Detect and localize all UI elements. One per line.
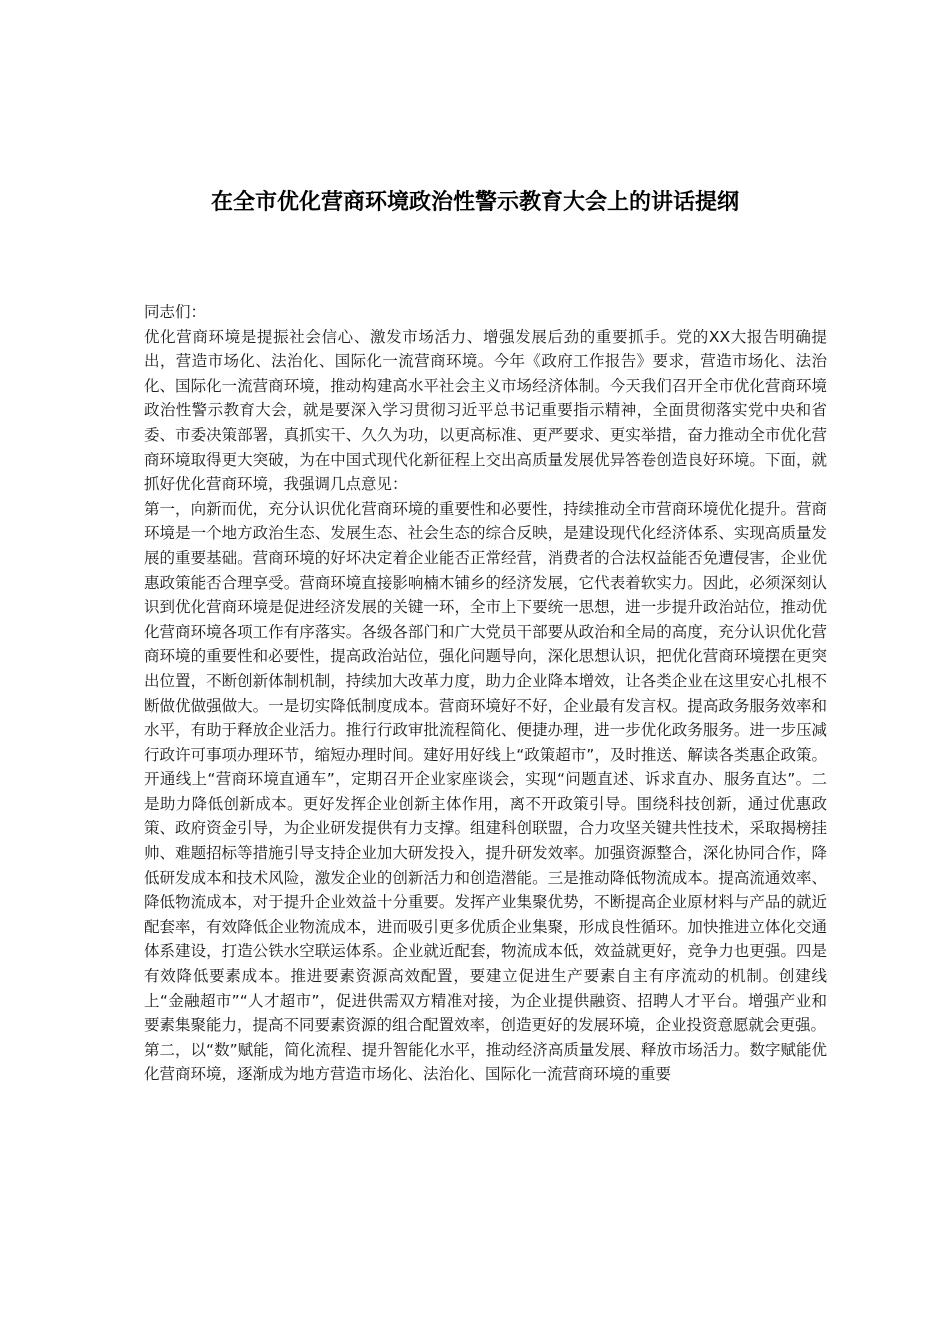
paragraph-first-point: 第一，向新而优，充分认识优化营商环境的重要性和必要性，持续推动全市营商环境优化提升。营商环境是一个地方政治生态、发展生态、社会生态的综合反映，是建设现代化经济体系、实现高质量发展的重要基础。营商环境的好坏决定着企业能否正常经营，消费者的合法权益能否免遭侵害，企业优惠政策能否合理享受。营商环境直接影响楠木铺乡的经济发展，它代表着软实力。因此，必须深刻认识到优化营商环境是促进经济发展的关键一环，全市上下要统一思想，进一步提升政治站位，推动优化营商环境各项工作有序落实。各级各部门和广大党员干部要从政治和全局的高度，充分认识优化营商环境的重要性和必要性，提高政治站位，强化问题导向，深化思想认识，把优化营商环境摆在更突出位置，不断创新体制机制，持续加大改革力度，助力企业降本增效，让各类企业在这里安心扎根不断做优做强做大。一是切实降低制度成本。营商环境好不好，企业最有发言权。提高政务服务效率和水平，有助于释放企业活力。推行行政审批流程简化、便捷办理，进一步优化政务服务。进一步压减行政许可事项办理环节，缩短办理时间。建好用好线上“政策超市”，及时推送、解读各类惠企政策。开通线上“营商环境直通车”，定期召开企业家座谈会，实现“问题直述、诉求直办、服务直达”。二是助力降低创新成本。更好发挥企业创新主体作用，离不开政策引导。围绕科技创新，通过优惠政策、政府资金引导，为企业研发提供有力支撑。组建科创联盟，合力攻坚关键共性技术，采取揭榜挂帅、难题招标等措施引导支持企业加大研发投入，提升研发效率。加强资源整合，深化协同合作，降低研发成本和技术风险，激发企业的创新活力和创造潜能。三是推动降低物流成本。提高流通效率、降低物流成本，对于提升企业效益十分重要。发挥产业集聚优势，不断提高企业原材料与产品的就近配套率，有效降低企业物流成本，进而吸引更多优质企业集聚，形成良性循环。加快推进立体化交通体系建设，打造公铁水空联运体系。企业就近配套，物流成本低，效益就更好，竞争力也更强。四是有效降低要素成本。推进要素资源高效配置，要建立促进生产要素自主有序流动的机制。创建线上“金融超市”“人才超市”，促进供需双方精准对接，为企业提供融资、招聘人才平台。增强产业和要素集聚能力，提高不同要素资源的组合配置效率，创造更好的发展环境，企业投资意愿就会更强。 [144, 499, 827, 1035]
document-body [144, 300, 827, 1087]
salutation: 同志们： [144, 303, 207, 321]
document-title: 在全市优化营商环境政治性警示教育大会上的讲话提纲 [210, 190, 739, 215]
paragraph-second-point: 第二，以“数”赋能，简化流程、提升智能化水平，推动经济高质量发展、释放市场活力。数字赋能优化营商环境，逐渐成为地方营造市场化、法治化、国际化一流营商环境的重要 [144, 1040, 827, 1084]
paragraph-intro: 优化营商环境是提振社会信心、激发市场活力、增强发展后劲的重要抓手。党的XX大报告明确提出，营造市场化、法治化、国际化一流营商环境。今年《政府工作报告》要求，营造市场化、法治化、国际化一流营商环境，推动构建高水平社会主义市场经济体制。今天我们召开全市优化营商环境政治性警示教育大会，就是要深入学习贯彻习近平总书记重要指示精神，全面贯彻落实党中央和省委、市委决策部署，真抓实干、久久为功，以更高标准、更严要求、更实举措，奋力推动全市优化营商环境取得更大突破，为在中国式现代化新征程上交出高质量发展优异答卷创造良好环境。下面，就抓好优化营商环境，我强调几点意见： [144, 327, 827, 494]
